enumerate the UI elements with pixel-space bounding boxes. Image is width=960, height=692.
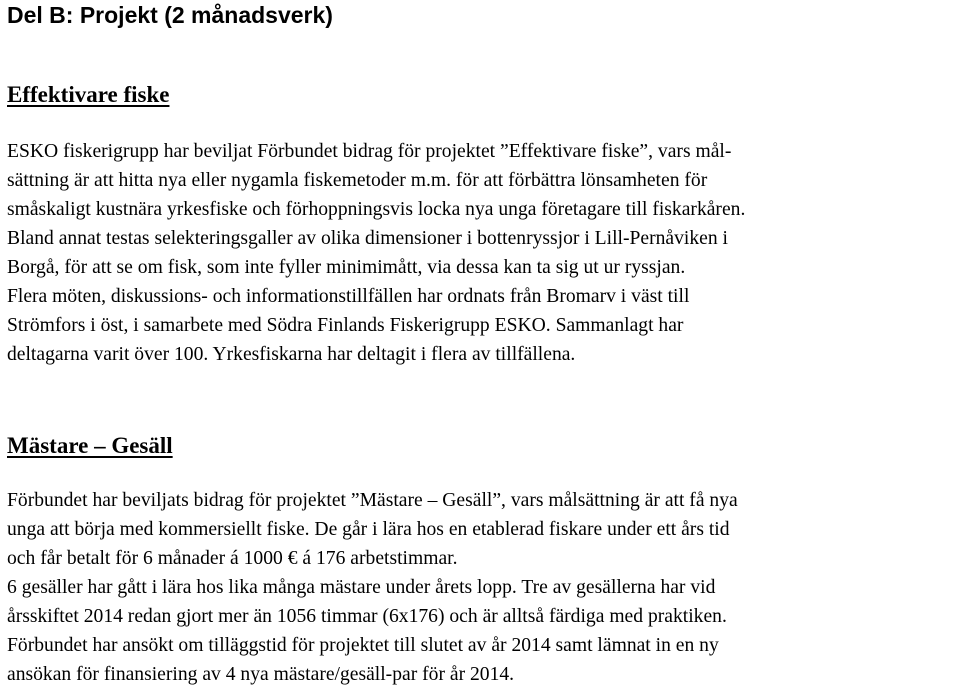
- section-paragraph-mastare-gesall: [7, 486, 955, 689]
- text-line: Förbundet har ansökt om tilläggstid för projektet till slutet av år 2014 samt lämnat in en ny: [7, 635, 719, 656]
- text-line: deltagarna varit över 100. Yrkesfiskarna har deltagit i flera av tillfällena.: [7, 344, 576, 365]
- text-line: Bland annat testas selekteringsgaller av olika dimensioner i bottenryssjor i Lill-Pernåviken i: [7, 228, 728, 249]
- text-line: Flera möten, diskussions- och informationstillfällen har ordnats från Bromarv i väst till: [7, 286, 690, 307]
- text-line: Förbundet har beviljats bidrag för projektet ”Mästare – Gesäll”, vars målsättning är att få nya: [7, 490, 738, 511]
- text-line: Borgå, för att se om fisk, som inte fyller minimimått, via dessa kan ta sig ut ur ryssjan.: [7, 257, 686, 278]
- section-heading-effektivare-fiske: Effektivare fiske: [7, 82, 170, 107]
- text-line: och får betalt för 6 månader á 1000 € á 176 arbetstimmar.: [7, 548, 458, 569]
- text-line: Strömfors i öst, i samarbete med Södra Finlands Fiskerigrupp ESKO. Sammanlagt har: [7, 315, 684, 336]
- text-line: ansökan för finansiering av 4 nya mästare/gesäll-par för år 2014.: [7, 664, 515, 685]
- page-title: Del B: Projekt (2 månadsverk): [7, 2, 333, 28]
- text-line: årsskiftet 2014 redan gjort mer än 1056 timmar (6x176) och är alltså färdiga med praktiken.: [7, 606, 727, 627]
- section-paragraph-effektivare-fiske: [7, 137, 955, 369]
- text-line: småskaligt kustnära yrkesfiske och förhoppningsvis locka nya unga företagare till fiskarkåren.: [7, 199, 746, 220]
- section-heading-mastare-gesall: Mästare – Gesäll: [7, 433, 173, 458]
- text-line: sättning är att hitta nya eller nygamla fiskemetoder m.m. för att förbättra lönsamheten för: [7, 170, 708, 191]
- text-line: 6 gesäller har gått i lära hos lika många mästare under årets lopp. Tre av gesällerna har vid: [7, 577, 716, 598]
- text-line: unga att börja med kommersiellt fiske. De går i lära hos en etablerad fiskare under ett års tid: [7, 519, 730, 540]
- text-line: ESKO fiskerigrupp har beviljat Förbundet bidrag för projektet ”Effektivare fiske”, vars mål-: [7, 141, 732, 162]
